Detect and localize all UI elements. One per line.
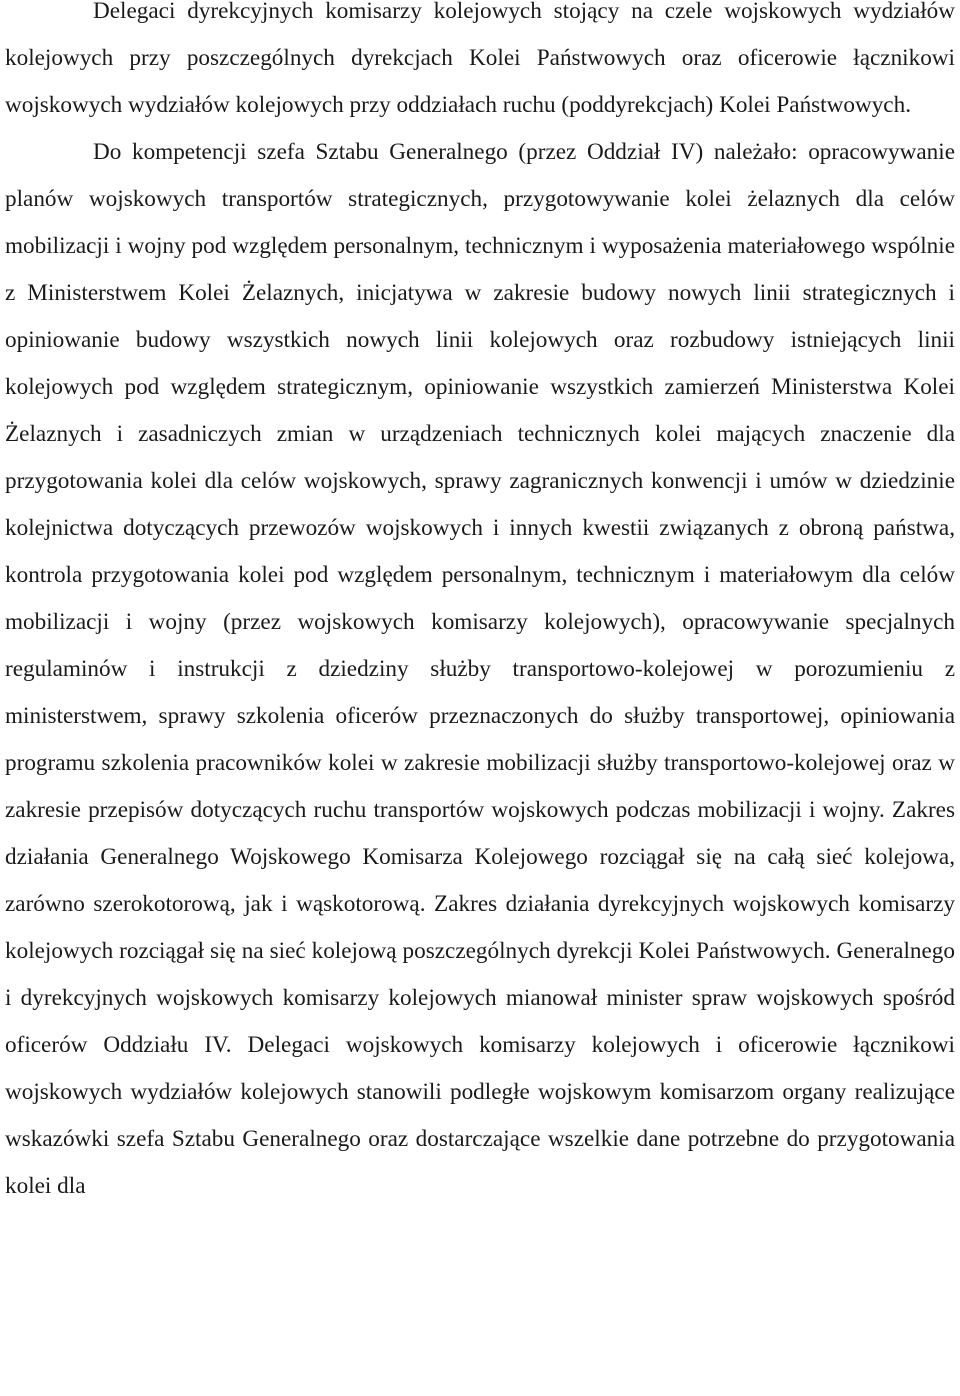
document-page — [5, 0, 955, 1210]
paragraph-competences: Do kompetencji szefa Sztabu Generalnego (przez Oddział IV) należało: opracowywanie planów wojskowych transportów strategicznych, przygotowywanie kolei żelaznych dla celów mobilizacji i wojny pod względem personalnym, technicznym i wyposażenia materiałowego wspólnie z Ministerstwem Kolei Żelaznych, inicjatywa w zakresie budowy nowych linii strategicznych i opiniowanie budowy wszystkich nowych linii kolejowych oraz rozbudowy istniejących linii kolejowych pod względem strategicznym, opiniowanie wszystkich zamierzeń Ministerstwa Kolei Żelaznych i zasadniczych zmian w urządzeniach technicznych kolei mających znaczenie dla przygotowania kolei dla celów wojskowych, sprawy zagranicznych konwencji i umów w dziedzinie kolejnictwa dotyczących przewozów wojskowych i innych kwestii związanych z obroną państwa, kontrola przygotowania kolei pod względem personalnym, technicznym i materiałowym dla celów mobilizacji i wojny (przez wojskowych komisarzy kolejowych), opracowywanie specjalnych regulaminów i instrukcji z dziedziny służby transportowo-kolejowej w porozumieniu z ministerstwem, sprawy szkolenia oficerów przeznaczonych do służby transportowej, opiniowania programu szkolenia pracowników kolei w zakresie mobilizacji służby transportowo-kolejowej oraz w zakresie przepisów dotyczących ruchu transportów wojskowych podczas mobilizacji i wojny. Zakres działania Generalnego Wojskowego Komisarza Kolejowego rozciągał się na całą sieć kolejowa, zarówno szerokotorową, jak i wąskotorową. Zakres działania dyrekcyjnych wojskowych komisarzy kolejowych rozciągał się na sieć kolejową poszczególnych dyrekcji Kolei Państwowych. Generalnego i dyrekcyjnych wojskowych komisarzy kolejowych mianował minister spraw wojskowych spośród oficerów Oddziału IV. Delegaci wojskowych komisarzy kolejowych i oficerowie łącznikowi wojskowych wydziałów kolejowych stanowili podległe wojskowym komisarzom organy realizujące wskazówki szefa Sztabu Generalnego oraz dostarczające wszelkie dane potrzebne do przygotowania kolei dla — [5, 139, 955, 1199]
paragraph-delegates: Delegaci dyrekcyjnych komisarzy kolejowych stojący na czele wojskowych wydziałów kolejowych przy poszczególnych dyrekcjach Kolei Państwowych oraz oficerowie łącznikowi wojskowych wydziałów kolejowych przy oddziałach ruchu (poddyrekcjach) Kolei Państwowych. — [5, 0, 955, 118]
